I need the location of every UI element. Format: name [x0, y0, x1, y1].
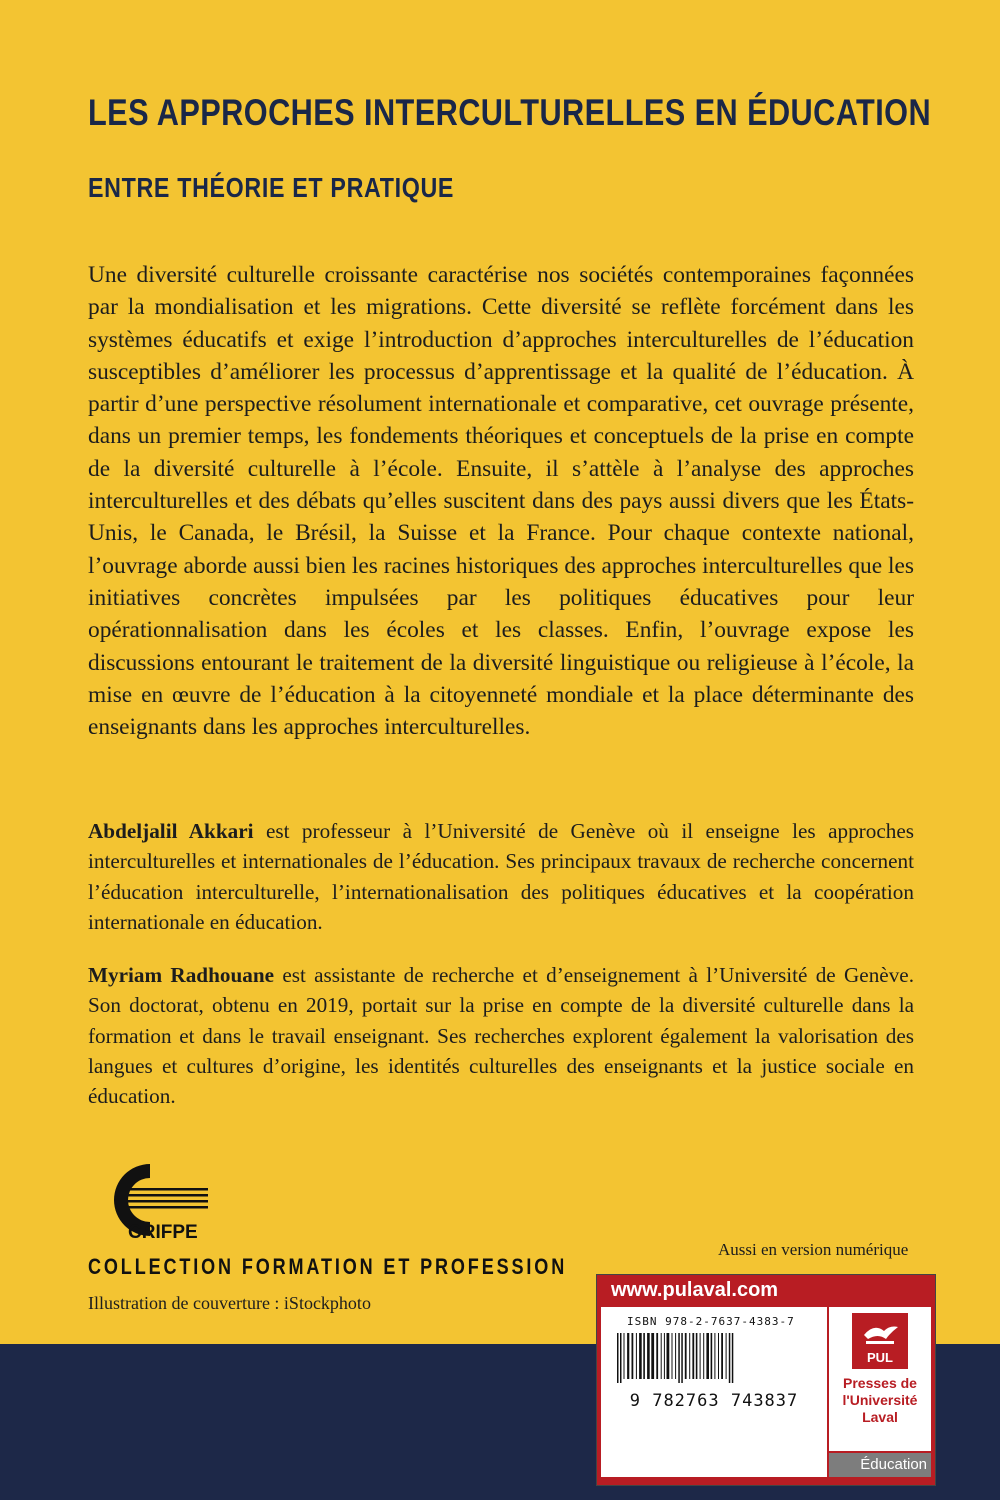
author-bio-text-1: est professeur à l’Université de Genève où il enseigne les approches interculturelles et internationales de l’éducation. Ses principaux travaux de recherche concernent l’éducation interculturelle, l’internationalisation des politiques éducatives et la coopération internationale en éducation.	[88, 819, 914, 934]
crifpe-logo	[88, 1160, 208, 1240]
category-label	[829, 1453, 931, 1477]
barcode-bar	[661, 1333, 662, 1379]
publisher-url: www.pulaval.com	[611, 1279, 779, 1301]
category-text: Éducation	[860, 1456, 927, 1473]
book-title: LES APPROCHES INTERCULTURELLES EN ÉDUCATION	[88, 92, 932, 133]
cover-credit: Illustration de couverture : iStockphoto	[88, 1293, 371, 1313]
barcode	[615, 1333, 815, 1383]
publisher-box	[596, 1274, 936, 1486]
barcode-bar	[726, 1333, 727, 1379]
publisher-name	[829, 1375, 931, 1426]
collection-name: COLLECTION FORMATION ET PROFESSION	[88, 1254, 568, 1279]
barcode-bar	[627, 1333, 629, 1379]
barcode-bar	[651, 1333, 654, 1379]
barcode-bar	[689, 1333, 690, 1379]
isbn-label: ISBN 978-2-7637-4383-7	[627, 1315, 795, 1328]
barcode-bar	[647, 1333, 650, 1379]
barcode-bar	[636, 1333, 637, 1379]
barcode-bar	[675, 1333, 676, 1379]
pul-logo	[852, 1313, 908, 1369]
barcode-bar	[643, 1333, 645, 1379]
author-bio-1	[88, 816, 914, 937]
ean-number: 9 782763 743837	[629, 1391, 799, 1411]
barcode-bar	[664, 1333, 665, 1379]
author-name-1: Abdeljalil Akkari	[88, 819, 254, 843]
barcode-bar	[617, 1333, 619, 1383]
author-name-2: Myriam Radhouane	[88, 963, 275, 987]
barcode-bar	[714, 1333, 715, 1379]
barcode-bar	[620, 1333, 622, 1383]
book-subtitle: ENTRE THÉORIE ET PRATIQUE	[88, 172, 455, 203]
barcode-bar	[624, 1333, 625, 1379]
crifpe-logo-text: CRIFPE	[128, 1222, 198, 1240]
barcode-bar	[685, 1333, 687, 1379]
barcode-area	[601, 1307, 827, 1477]
publisher-name-line-1: Presses de	[843, 1375, 917, 1391]
barcode-bar	[632, 1333, 634, 1379]
barcode-bar	[672, 1333, 673, 1379]
barcode-bar	[639, 1333, 642, 1379]
pul-panel	[829, 1307, 931, 1451]
barcode-bar	[681, 1333, 683, 1383]
digital-version-note: Aussi en version numérique	[718, 1240, 909, 1259]
barcode-bar	[718, 1333, 719, 1379]
barcode-bar	[667, 1333, 670, 1379]
publisher-name-line-2: l'Université	[842, 1392, 918, 1408]
author-bio-2	[88, 960, 914, 1111]
barcode-bar	[706, 1333, 709, 1379]
barcode-bar	[692, 1333, 694, 1379]
pul-logo-text: PUL	[867, 1350, 893, 1365]
publisher-name-line-3: Laval	[862, 1409, 898, 1425]
barcode-bar	[721, 1333, 723, 1379]
barcode-bar	[656, 1333, 658, 1379]
barcode-bar	[703, 1333, 704, 1379]
barcode-bar	[729, 1333, 731, 1383]
barcode-bar	[696, 1333, 698, 1379]
book-description: Une diversité culturelle croissante caractérise nos sociétés contemporaines façonnées par la mondialisation et les migrations. Cette diversité se reflète forcément dans les systèmes éducatifs et exige l’introduction d’approches interculturelles de l’éducation susceptibles d’améliorer les processus d’apprentissage et la qualité de l’éducation. À partir d’une perspective résolument internationale et comparative, cet ouvrage présente, dans un premier temps, les fondements théoriques et conceptuels de la prise en compte de la diversité culturelle à l’école. Ensuite, il s’attèle à l’analyse des approches interculturelles et des débats qu’elles suscitent dans des pays aussi divers que les États-Unis, le Canada, le Brésil, la Suisse et la France. Pour chaque contexte national, l’ouvrage aborde aussi bien les racines historiques des approches interculturelles que les initiatives concrètes impulsées par les politiques éducatives pour leur opérationnalisation dans les écoles et les classes. Enfin, l’ouvrage expose les discussions entourant le traitement de la diversité linguistique ou religieuse à l’école, la mise en œuvre de l’éducation à la citoyenneté mondiale et la place déterminante des enseignants dans les approches interculturelles.	[88, 262, 914, 741]
barcode-bar	[711, 1333, 713, 1379]
author-bio-text-2: est assistante de recherche et d’enseignement à l’Université de Genève. Son doctorat, obtenu en 2019, portait sur la prise en compte de la diversité culturelle dans la formation et dans le travail enseignant. Ses recherches explorent également la valorisation des langues et cultures d’origine, les identités culturelles des enseignants et la justice sociale en éducation.	[88, 963, 914, 1109]
barcode-bar	[678, 1333, 680, 1383]
barcode-bar	[732, 1333, 734, 1383]
barcode-bar	[700, 1333, 701, 1379]
